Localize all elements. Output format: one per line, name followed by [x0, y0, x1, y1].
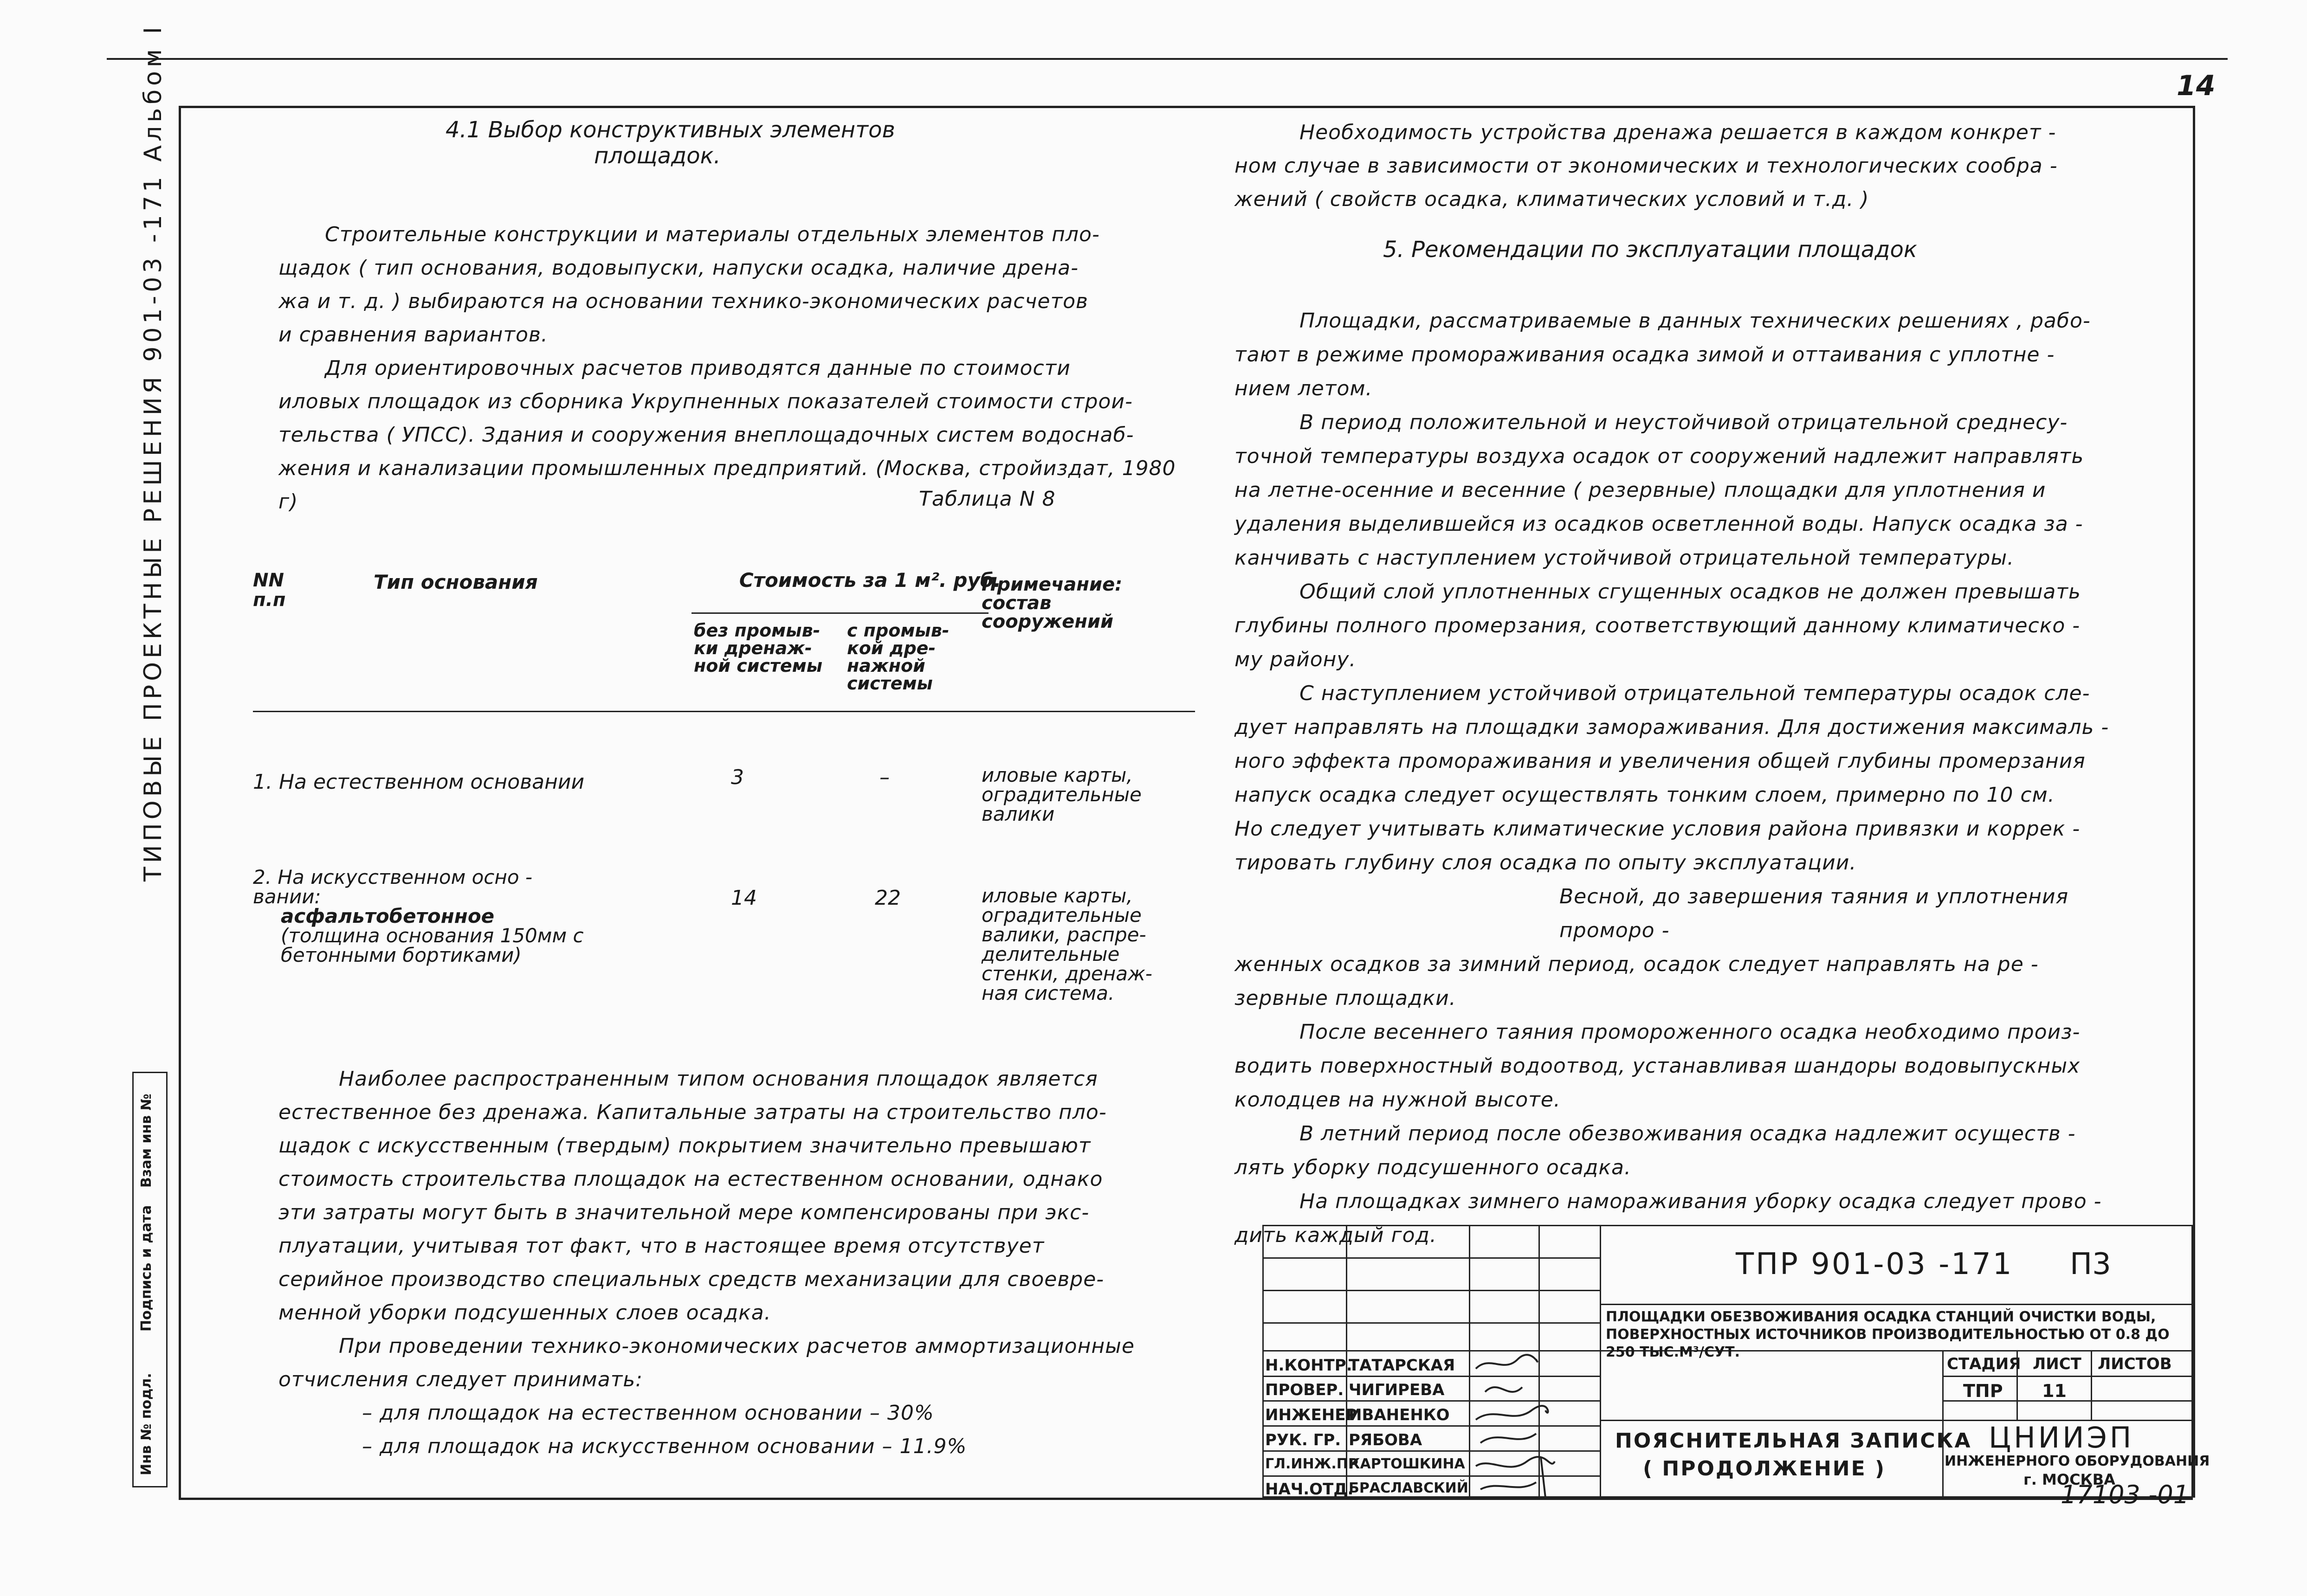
line: дить каждый год. — [1234, 1223, 1437, 1247]
line: естественное без дренажа. Капитальные затраты на строительство пло- — [278, 1100, 1107, 1124]
line: На площадках зимнего намораживания уборку осадка следует прово - — [1299, 1190, 2102, 1213]
line: Для ориентировочных расчетов приводятся данные по стоимости — [325, 356, 1071, 380]
line: Необходимость устройства дренажа решается в каждом конкрет - — [1299, 121, 2056, 144]
line: женных осадков за зимний период, осадок следует направлять на ре - — [1234, 952, 2039, 976]
left-paragraph-1 — [278, 218, 1197, 519]
stamp-hline — [1262, 1257, 1601, 1259]
line: Площадки, рассматриваемые в данных технических решениях , рабо- — [1299, 309, 2091, 333]
line: серийное производство специальных средств механизации для своевре- — [278, 1268, 1105, 1291]
line: глубины полного промерзания, соответствующий данному климатическо - — [1234, 614, 2081, 637]
line: – для площадок на искусственном основании – 11.9% — [362, 1435, 967, 1458]
sheet-label: ЛИСТ — [2033, 1355, 2081, 1373]
line: В период положительной и неустойчивой отрицательной среднесу- — [1299, 411, 2068, 434]
th-cost: Стоимость за 1 м². руб. — [739, 569, 1002, 592]
line: ного эффекта промораживания и увеличения общей глубины промерзания — [1234, 749, 2086, 773]
name-1: ЧИГИРЕВА — [1349, 1381, 1445, 1399]
frame-top — [179, 106, 2193, 108]
doc-title-2: ( ПРОДОЛЖЕНИЕ ) — [1643, 1457, 1886, 1480]
line: точной температуры воздуха осадок от сооружений надлежит направлять — [1234, 444, 2084, 468]
line: иловых площадок из сборника Укрупненных показателей стоимости строи- — [278, 390, 1133, 413]
line: После весеннего таяния промороженного осадка необходимо произ- — [1299, 1020, 2081, 1044]
line: напуск осадка следует осуществлять тонким слоем, примерно по 10 см. — [1234, 783, 2055, 807]
line: канчивать с наступлением устойчивой отрицательной температуры. — [1234, 546, 2015, 570]
line: му району. — [1234, 648, 1357, 671]
stamp-part: П3 — [2070, 1247, 2111, 1281]
name-4: КАРТОШКИНА — [1349, 1456, 1465, 1472]
line: на летне-осенние и весенние ( резервные) площадки для уплотнения и — [1234, 478, 2046, 502]
line: дует направлять на площадки замораживания. Для достижения максималь - — [1234, 715, 2109, 739]
org-name: ЦНИИЭП — [1989, 1421, 2134, 1454]
org-city: г. МОСКВА — [2023, 1471, 2115, 1488]
side-label-0: Инв № подл. — [138, 1373, 155, 1475]
stage-label: СТАДИЯ — [1947, 1355, 2021, 1373]
signature-scribbles — [1471, 1350, 1601, 1498]
stamp-hline — [1601, 1304, 2193, 1305]
th-note: Примечание: состав сооружений — [982, 574, 1123, 632]
role-3: РУК. ГР. — [1265, 1431, 1341, 1449]
title-block — [1262, 1225, 2210, 1499]
role-1: ПРОВЕР. — [1265, 1381, 1344, 1399]
line: жения и канализации промышленных предприятий. (Москва, стройиздат, 1980 г) — [278, 457, 1176, 514]
line: Общий слой уплотненных сгущенных осадков не должен превышать — [1299, 580, 2081, 604]
left-paragraph-2 — [278, 1062, 1197, 1463]
line: щадок с искусственным (твердым) покрытием значительно превышают — [278, 1134, 1091, 1158]
section-title-line2: площадок. — [594, 143, 721, 169]
side-label-2: Взам инв № — [138, 1094, 155, 1188]
doc-title: ПОЯСНИТЕЛЬНАЯ ЗАПИСКА — [1615, 1429, 1972, 1453]
line: Строительные конструкции и материалы отдельных элементов пло- — [325, 223, 1100, 246]
table-caption: Таблица N 8 — [919, 487, 1056, 511]
line: нием летом. — [1234, 377, 1373, 400]
name-3: РЯБОВА — [1349, 1431, 1422, 1449]
line: С наступлением устойчивой отрицательной температуры осадок сле- — [1299, 682, 2090, 705]
line: жений ( свойств осадка, климатических условий и т.д. ) — [1234, 187, 1869, 211]
row1-note: иловые карты, оградительные валики — [982, 764, 1142, 825]
frame-bottom — [179, 1498, 2193, 1500]
name-2: ИВАНЕНКО — [1349, 1406, 1450, 1424]
side-label-1: Подпись и дата — [138, 1205, 155, 1332]
role-5: НАЧ.ОТД. — [1265, 1480, 1354, 1499]
row2-b: 22 — [875, 886, 901, 910]
row2-type-line2: асфальтобетонное — [281, 905, 495, 927]
row1-type: 1. На естественном основании — [253, 770, 585, 794]
line: колодцев на нужной высоте. — [1234, 1088, 1561, 1112]
frame-left — [179, 106, 181, 1498]
line: жа и т. д. ) выбираются на основании технико-экономических расчетов — [278, 290, 1088, 313]
row1-b: – — [879, 766, 890, 789]
right-paragraph-top — [1234, 116, 2163, 216]
line: Наиболее распространенным типом основания площадок является — [339, 1067, 1098, 1091]
line: Но следует учитывать климатические условия района привязки и коррек - — [1234, 817, 2081, 841]
line: – для площадок на естественном основании – 30% — [362, 1401, 934, 1425]
stamp-hline — [1942, 1376, 2193, 1377]
stamp-project-title: ПЛОЩАДКИ ОБЕЗВОЖИВАНИЯ ОСАДКА СТАНЦИЙ ОЧИСТКИ ВОДЫ, ПОВЕРХНОСТНЫХ ИСТОЧНИКОВ ПРОИЗВОДИТЕЛЬНОСТЬЮ ОТ 0.8 ДО 250 ТЫС.М³/СУТ. — [1606, 1309, 2170, 1360]
row2-a: 14 — [731, 886, 757, 910]
sheet-value: 11 — [2042, 1381, 2067, 1401]
outer-frame-line — [107, 58, 2228, 60]
name-0: ТАТАРСКАЯ — [1349, 1356, 1455, 1375]
th-cost-rule — [691, 612, 989, 614]
stamp-vline — [1469, 1225, 1470, 1498]
row2-note: иловые карты, оградительные валики, распре-делительные стенки, дренаж-ная система. — [982, 884, 1152, 1004]
side-title: ТИПОВЫЕ ПРОЕКТНЫЕ РЕШЕНИЯ 901-03 -171 Альбом I — [139, 23, 167, 882]
line: эти затраты могут быть в значительной мере компенсированы при экс- — [278, 1201, 1090, 1224]
stamp-hline — [1262, 1290, 1601, 1291]
line: Весной, до завершения таяния и уплотнения проморо - — [1559, 885, 2069, 942]
stage-value: ТПР — [1963, 1381, 2003, 1401]
frame-right — [2193, 106, 2195, 1498]
section-title-line1: 4.1 Выбор конструктивных элементов — [446, 117, 895, 143]
line: тировать глубину слоя осадка по опыту эксплуатации. — [1234, 851, 1857, 875]
line: ном случае в зависимости от экономических и технологических сообра - — [1234, 154, 2058, 178]
line: В летний период после обезвоживания осадка надлежит осуществ - — [1299, 1122, 2076, 1146]
row2-type — [253, 868, 606, 965]
role-0: Н.КОНТР. — [1265, 1356, 1352, 1375]
line: зервные площадки. — [1234, 986, 1456, 1010]
row2-type-line3: (толщина основания 150мм с бетонными бортиками) — [281, 924, 584, 966]
line: водить поверхностный водоотвод, устанавливая шандоры водовыпускных — [1234, 1054, 2081, 1078]
section-4-1-title — [446, 117, 895, 169]
th-cost-a: без промыв-ки дренаж-ной системы — [694, 620, 823, 676]
row2-type-line1: 2. На искусственном осно - вании: — [253, 866, 533, 908]
th-cost-b: с промыв-кой дре-нажной системы — [847, 620, 950, 694]
stamp-vline — [1942, 1350, 1944, 1498]
section-5-title: 5. Рекомендации по эксплуатации площадок — [1383, 237, 1917, 263]
role-2: ИНЖЕНЕР — [1265, 1406, 1357, 1424]
stamp-hline — [1262, 1322, 1601, 1324]
role-4: ГЛ.ИНЖ.ПР — [1265, 1456, 1358, 1472]
line: плуатации, учитывая тот факт, что в настоящее время отсутствует — [278, 1234, 1045, 1258]
line: удаления выделившейся из осадков осветленной воды. Напуск осадка за - — [1234, 512, 2083, 536]
th-rule — [253, 711, 1195, 712]
line: тают в режиме проморaживания осадка зимой и оттаивания с уплотне - — [1234, 343, 2055, 367]
right-paragraph-main — [1234, 304, 2163, 1252]
org-name-2: ИНЖЕНЕРНОГО ОБОРУДОВАНИЯ — [1945, 1453, 2210, 1469]
th-type: Тип основания — [374, 571, 538, 593]
line: и сравнения вариантов. — [278, 323, 548, 347]
line: стоимость строительства площадок на естественном основании, однако — [278, 1167, 1103, 1191]
line: лять уборку подсушенного осадка. — [1234, 1156, 1631, 1179]
line: менной уборки подсушенных слоев осадка. — [278, 1301, 771, 1325]
doc-number: 17103 -01 — [2061, 1480, 2190, 1509]
page-number: 14 — [2177, 70, 2216, 102]
sheets-label: ЛИСТОВ — [2098, 1355, 2172, 1373]
name-5: БРАСЛАВСКИЙ — [1349, 1480, 1468, 1496]
line: тельства ( УПСС). Здания и сооружения внеплощадочных систем водоснаб- — [278, 423, 1134, 447]
line: При проведении технико-экономических расчетов аммортизационные — [339, 1334, 1135, 1358]
row1-a: 3 — [731, 766, 744, 789]
stamp-code: ТПР 901-03 -171 — [1736, 1247, 2014, 1281]
line: отчисления следует принимать: — [278, 1368, 643, 1391]
th-num: NN п.п — [253, 570, 286, 611]
line: щадок ( тип основания, водовыпуски, напуски осадка, наличие дрена- — [278, 256, 1079, 280]
